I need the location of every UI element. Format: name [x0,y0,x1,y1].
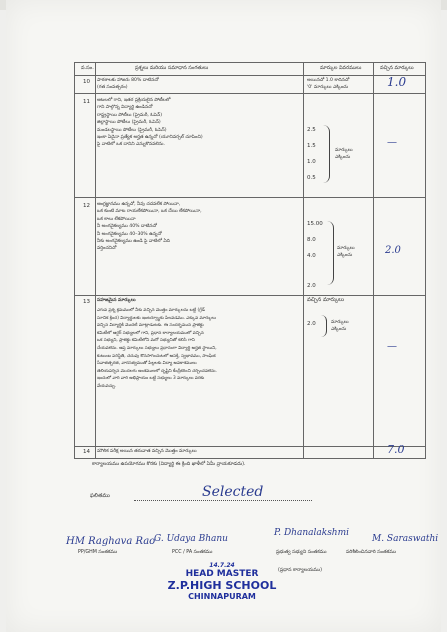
office-signature: M. Saraswathi [372,534,439,544]
header-awarded: వచ్చిన మార్కులు [380,65,414,71]
member-signature: P. Dhanalakshmi [274,528,350,538]
brace [321,315,327,337]
brace [323,125,330,183]
header-sno: వ.సం. [81,65,94,71]
row-number: 14 [83,449,90,455]
mark-option: 2.5 [307,127,316,133]
mark-option: 1.0 [307,159,316,165]
row-divider [75,197,425,198]
row-number: 12 [83,203,90,209]
mark-option: 0.5 [307,175,316,181]
mark-option: 1.5 [307,143,316,149]
row-number: 11 [83,99,90,105]
col-divider [373,63,374,458]
marks-table [74,62,426,459]
row-text: ఎగువ ప్రశ్న క్రమములో నీకు వచ్చిన మొత్తం మార్కులను బట్టి (గ్రేడ్ సూచిక క్రింద) విద్యార్థులకు ఇంటర్వ్యూకు పిలవడము. ఎక్కువ మార్కులు వచ్చిన విద్యార్థికి మొదటి మాట్లాడుటకు. ఈ సందర్భమున ప్రాజెక్టు కమిటీలో ఆర్డర్ సభ్యులలో గాని, ప్రధాన కార్యాలయములో వచ్చిన ఒక సభ్యుని, ప్రాజెక్టు కమిటీలోని మరో సభ్యునితో కలిసి గాని చేయవలెను. ఆప్త మార్కులు సభ్యులు ప్రధానంగా విద్యార్థి అర్హత స్థాయిని, కుటుంబ పరిస్థితి, చదువు కొనసాగించుటలో ఆసక్తి, స్వభావము, సాంఘిక సేవాతత్పరత, వారసత్వముతో పిల్లలకు విద్యా అవకాశములు తెలియపర్చిన మొదలగు అంశములలో దృష్టిని కేంద్రీకరించి చర్చించవలెను. ఇందులో వారి వారి అభిప్రాయం బట్టి సభ్యులు 3 మార్కులు వరకు వేయవచ్చు. [97,308,217,389]
awarded-mark: — [387,341,397,352]
mark-option: 4.0 [307,253,316,259]
brace-label: మార్కులు ఎక్కించు [331,320,349,333]
row-text: ఆటలలో గాని, ఇతర ప్రక్రియలైన పోటీలలో గాని పాల్గొన్న విద్యార్థి ఉండినచో రాష్ట్రస్థాయి పోటీలు (ప్రైమరీ, ఓపెన్) జిల్లాస్థాయి పోటీలు (ప్రైమరీ, ఓపెన్) మండలస్థాయి పోటీలు (ప్రైమరీ, ఓపెన్) ఇంకా ఏదైనా ప్రత్యేక అర్హత ఉన్నచో (యూనివర్సల్ చూపించి) పై వాటిలో ఒక దానిని ఎన్నుకొనవలెను. [97,98,203,148]
row-text: పాఠశాలకు హాజరు 80% దాటినచో (గత సంవత్సరం) [97,78,159,91]
marks-header: వచ్చిన మార్కులు [307,297,344,303]
office-signature-label: పరిశీలించినవారి సంతకము [346,550,397,555]
pcc-signature: G. Udaya Bhanu [154,534,228,544]
document-page [6,0,441,632]
result-line [134,500,312,501]
mark-option: 2.0 [307,283,316,289]
row-text: మౌలిక పరీక్ష అయిన తరువాత వచ్చిన మొత్తం మార్కులు [97,449,197,454]
row-divider [75,295,425,296]
brace [327,221,334,285]
stamp-line-3: CHINNAPURAM [188,592,256,601]
member-signature-label: ప్రభుత్వ సభ్యుని సంతకము [276,550,327,555]
header-details: ప్రశ్నలు మరియు సమాధాన సంగతులు [135,65,209,71]
pcc-signature-label: PCC / PA సంతకము [172,550,213,555]
row-divider [75,446,425,447]
row-text: ఆంగ్లజ్ఞానము ఉన్నచో, నీవు చదవలేక పోయినా, ఒక కుంటి మాట రాయలేకపోయినా, ఒక చేయి లేకపోయినా, ఒక కాలు లేకపోయినా నీ అంగవైకల్యము 40% దాటినచో నీ అంగవైకల్యము 40–30% ఉన్నచో నీకు అంగవైకల్యము ఉండి పై వాటిలో ఏది వర్తించనిచో [97,202,202,252]
row-number: 10 [83,79,90,85]
col-divider [95,63,96,458]
hm-signature-label: PP/GHM సంతకము [78,550,118,555]
stamp-line-1: HEAD MASTER [185,569,259,579]
office-use-note: కార్యాలయము ఉపయోగము కొరకు (విద్యార్థి ఈ క్రింది ఖాళీలో ఏమీ వ్రాయకూడదు). [92,462,246,467]
school-stamp [152,562,292,601]
stamp-line-2: Z.P.HIGH SCHOOL [167,579,277,592]
result-label: ఫలితము [90,493,110,499]
row-number: 13 [83,299,90,305]
mark-option: 15.00 [307,221,323,227]
hm-signature: HM Raghava Rao [66,536,156,547]
row-criteria: అయినచో 1.0 కాదినచో '0' మార్కులు ఎక్కించు [307,78,350,91]
col-divider [303,63,304,458]
mark-option: 2.0 [307,321,316,327]
row-title: సహజమైన మార్కులు [97,298,136,303]
stamp-date: 14.7.24 [209,562,235,569]
header-marks-details: మార్కుల వివరములు [320,65,362,71]
office-sub-label: (ప్రధాన కార్యాలయము) [278,568,323,573]
awarded-mark: — [387,137,397,148]
brace-label: మార్కులు ఎక్కించు [337,246,355,259]
awarded-mark: 7.0 [387,443,405,456]
mark-option: 8.0 [307,237,316,243]
result-value: Selected [202,484,264,500]
brace-label: మార్కులు ఎక్కించు [335,148,353,161]
row-divider [75,93,425,94]
awarded-mark: 1.0 [387,75,407,89]
awarded-mark: 2.0 [385,245,401,256]
